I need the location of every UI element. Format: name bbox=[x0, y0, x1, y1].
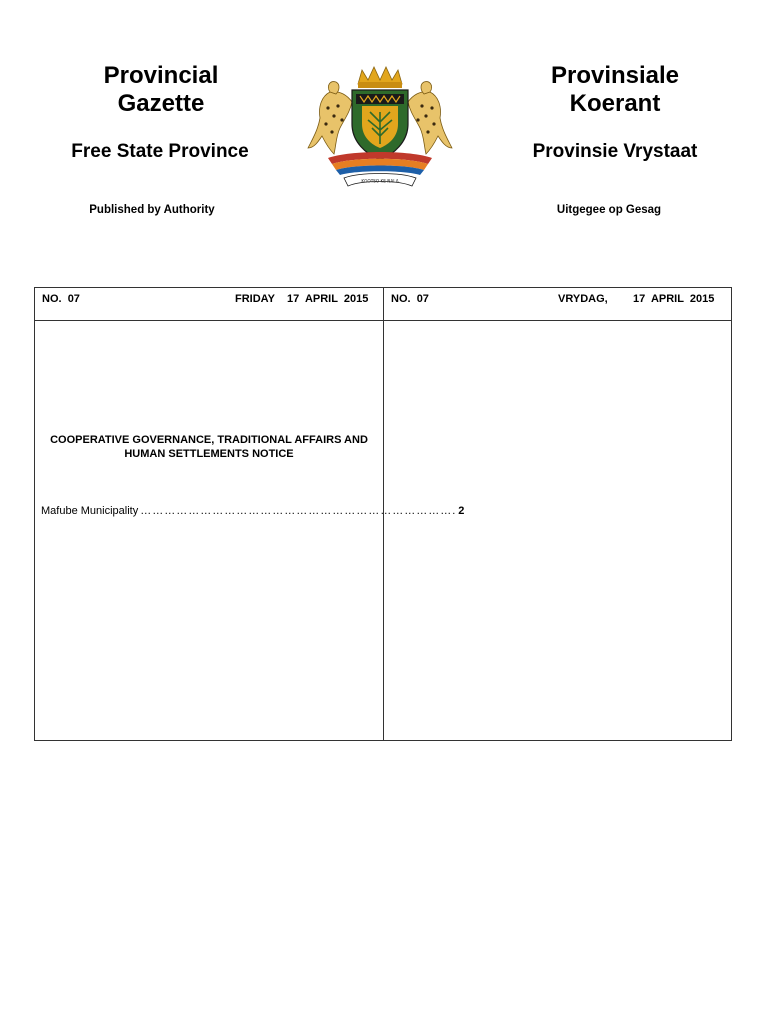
province-name-en: Free State Province bbox=[71, 141, 249, 162]
issue-number-value: 07 bbox=[416, 293, 429, 305]
issue-number-en bbox=[42, 293, 80, 305]
issue-day-af: VRYDAG, bbox=[558, 293, 608, 305]
notice-heading-line2: HUMAN SETTLEMENTS NOTICE bbox=[124, 448, 294, 460]
contents-item-label: Mafube Municipality bbox=[41, 505, 139, 517]
gazette-title-en bbox=[61, 62, 261, 118]
gazette-title-af-line1: Provinsiale bbox=[550, 62, 680, 89]
contents-item[interactable] bbox=[41, 505, 465, 517]
issue-number-af bbox=[391, 293, 429, 305]
issue-number-value: 07 bbox=[67, 293, 80, 305]
notice-heading bbox=[40, 433, 378, 461]
published-by-authority: Published by Authority bbox=[89, 204, 215, 216]
issue-date-en: 17 APRIL 2015 bbox=[287, 293, 369, 305]
svg-text:KGOTSO KE NALA: KGOTSO KE NALA bbox=[361, 178, 399, 184]
gazette-title-af-line2: Koerant bbox=[569, 90, 661, 117]
gazette-title-en-line1: Provincial bbox=[103, 62, 219, 89]
province-name-af: Provinsie Vrystaat bbox=[532, 141, 698, 162]
uitgegee-op-gesag: Uitgegee op Gesag bbox=[556, 204, 662, 216]
issue-number-label: NO. bbox=[391, 293, 411, 305]
contents-item-leader: ……………………………………………………………………. bbox=[140, 505, 457, 517]
contents-item-page: 2 bbox=[458, 505, 465, 517]
coat-of-arms-emblem bbox=[300, 62, 460, 190]
issue-day-en: FRIDAY bbox=[235, 293, 275, 305]
gazette-title-af bbox=[515, 62, 715, 118]
notice-heading-line1: COOPERATIVE GOVERNANCE, TRADITIONAL AFFAIRS AND bbox=[50, 434, 368, 446]
issue-date-af: 17 APRIL 2015 bbox=[633, 293, 715, 305]
issue-number-label: NO. bbox=[42, 293, 62, 305]
gazette-title-en-line2: Gazette bbox=[117, 90, 205, 117]
